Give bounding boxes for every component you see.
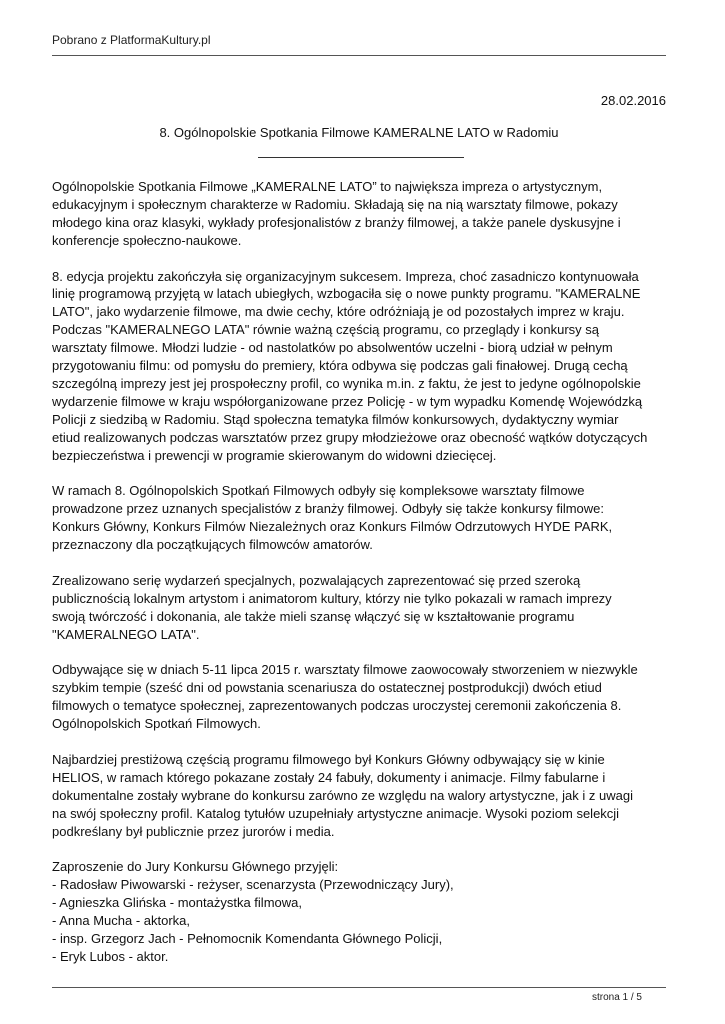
document-date: 28.02.2016 — [600, 93, 666, 108]
jury-member: - Anna Mucha - aktorka, — [52, 913, 191, 929]
jury-list — [52, 876, 672, 966]
paragraph: Najbardziej prestiżową częścią programu filmowego był Konkurs Główny odbywający się w kinie HELIOS, w ramach którego pokazane zostały 24 fabuły, dokumenty i animacje. Filmy fabularne i dokumentalne zostały wybrane do konkursu zarówno ze względu na walory artystyczne, jak i z uwagi na swój społeczny profil. Katalog tytułów uzupełniały artystyczne animacje. Wysoki poziom selekcji podkreślany był publicznie przez jurorów i media. — [52, 751, 633, 839]
footer-divider — [52, 987, 666, 988]
header-divider — [52, 55, 666, 56]
paragraph: W ramach 8. Ogólnopolskich Spotkań Filmowych odbyły się kompleksowe warsztaty filmowe prowadzone przez uznanych specjalistów z branży filmowej. Odbyły się także konkursy filmowe: Konkurs Główny, Konkurs Filmów Niezależnych oraz Konkurs Filmów Odrzutowych HYDE PARK, przeznaczony dla początkujących filmowców amatorów. — [52, 483, 613, 553]
title-underline — [258, 157, 464, 158]
jury-member: - Eryk Lubos - aktor. — [52, 948, 169, 964]
document-title: 8. Ogólnopolskie Spotkania Filmowe KAMERALNE LATO w Radomiu — [159, 125, 559, 140]
paragraph: 8. edycja projektu zakończyła się organizacyjnym sukcesem. Impreza, choć zasadniczo kontynuowała linię programową przyjętą w latach ubiegłych, wzbogaciła się o nowe punkty programu. "KAMERALNE LATO", jako wydarzenie filmowe, ma dwie cechy, które odróżniają je od pozostałych imprez w kraju. Podczas "KAMERALNEGO LATA" równie ważną częścią programu, co przeglądy i konkursy są warsztaty filmowe. Młodzi ludzie - od nastolatków po absolwentów uczelni - biorą udział w pełnym przygotowaniu filmu: od pomysłu do premiery, która odbywa się podczas gali finałowej. Drugą cechą szczególną imprezy jest jej prospołeczny profil, co wynika m.in. z faktu, że jest to jedyne ogólnopolskie wydarzenie filmowe w kraju współorganizowane przez Policję - w tym wypadku Komendę Wojewódzką Policji z siedzibą w Radomiu. Stąd społeczna tematyka filmów konkursowych, dydaktyczny wymiar etiud realizowanych podczas warsztatów przez grupy młodzieżowe oraz obecność wątków dotyczących bezpieczeństwa i prewencji w programie skierowanym do widowni dziecięcej. — [52, 268, 648, 463]
paragraph: Odbywające się w dniach 5-11 lipca 2015 r. warsztaty filmowe zaowocowały stworzeniem w niezwykle szybkim tempie (sześć dni od powstania scenariusza do ostatecznej postprodukcji) dwóch etiud filmowych o tematyce społecznej, zaprezentowanych podczas uroczystej ceremonii zakończenia 8. Ogólnopolskich Spotkań Filmowych. — [52, 662, 638, 732]
page-number: strona 1 / 5 — [591, 992, 642, 1003]
jury-member: - Agnieszka Glińska - montażystka filmowa, — [52, 895, 302, 911]
jury-member: - insp. Grzegorz Jach - Pełnomocnik Komendanta Głównego Policji, — [52, 930, 443, 946]
jury-intro: Zaproszenie do Jury Konkursu Głównego przyjęli: — [52, 859, 339, 875]
jury-member: - Radosław Piwowarski - reżyser, scenarzysta (Przewodniczący Jury), — [52, 877, 454, 893]
paragraph: Zrealizowano serię wydarzeń specjalnych, pozwalających zaprezentować się przed szeroką publicznością lokalnym artystom i animatorom kultury, którzy nie tylko pokazali w ramach imprezy swoją twórczość i dokonania, ale także mieli szansę włączyć się w kształtowanie programu "KAMERALNEGO LATA". — [52, 572, 612, 642]
document-body — [52, 178, 672, 966]
source-label: Pobrano z PlatformaKultury.pl — [52, 33, 211, 47]
paragraph: Ogólnopolskie Spotkania Filmowe „KAMERALNE LATO” to największa impreza o artystycznym, edukacyjnym i społecznym charakterze w Radomiu. Składają się na nią warsztaty filmowe, pokazy młodego kina oraz klasyki, wykłady profesjonalistów z branży filmowej, a także panele dyskusyjne i konferencje społeczno-naukowe. — [52, 179, 621, 248]
